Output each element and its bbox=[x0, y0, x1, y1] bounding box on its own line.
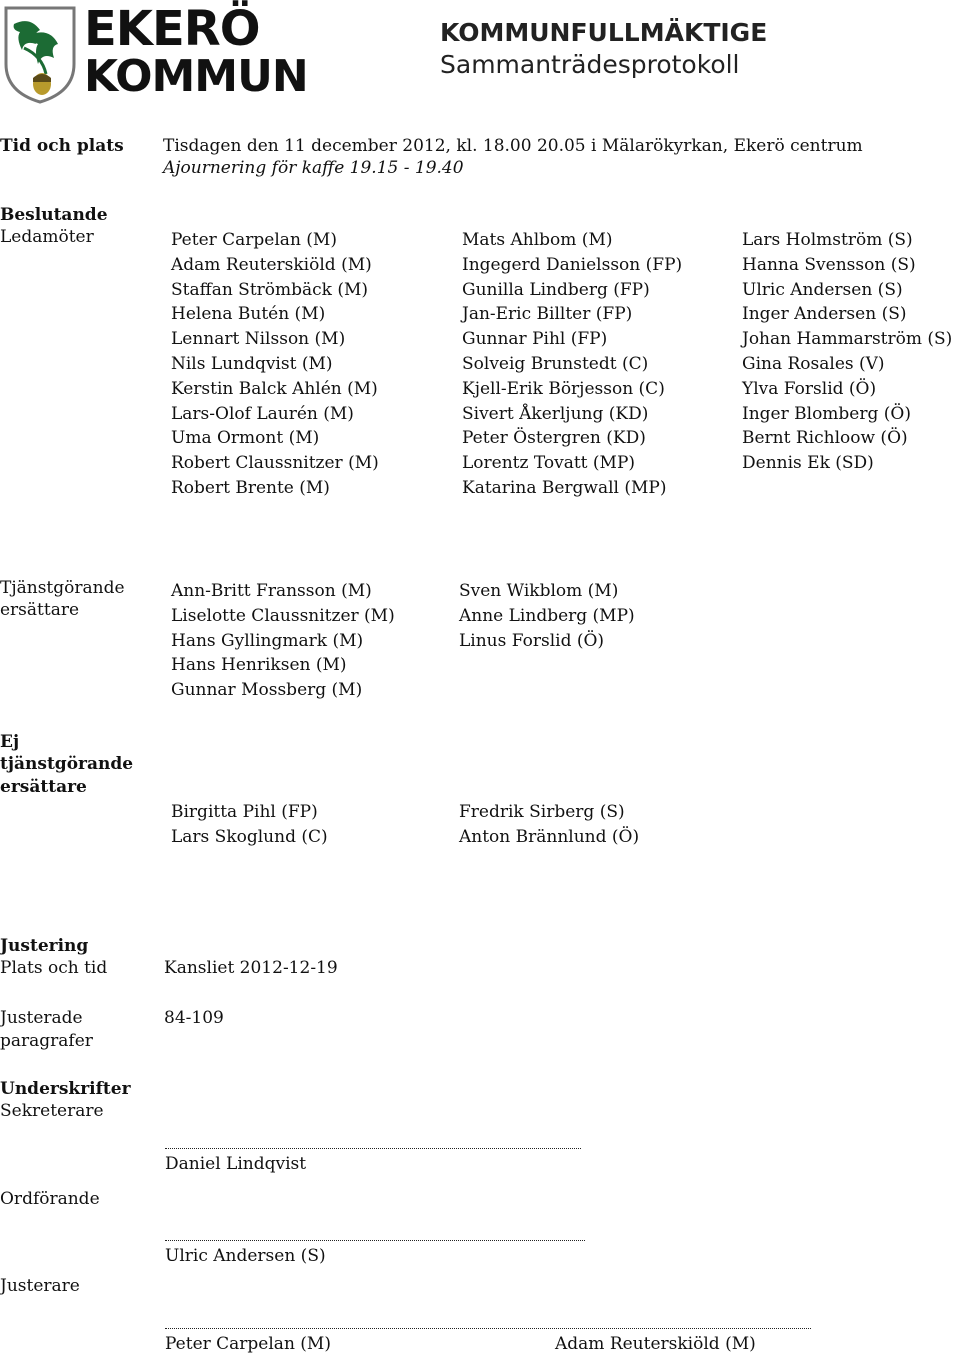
list-item: Lars Skoglund (C) bbox=[171, 826, 328, 847]
justerare-label: Justerare bbox=[0, 1276, 80, 1296]
beslutande-heading: Beslutande bbox=[0, 205, 108, 225]
list-item: Peter Carpelan (M) bbox=[171, 230, 337, 250]
list-item: Ingegerd Danielsson (FP) bbox=[462, 254, 683, 275]
list-item: Inger Blomberg (Ö) bbox=[742, 403, 911, 424]
ej-tjanstgorande-label-3: ersättare bbox=[0, 777, 87, 797]
plats-och-tid-value: Kansliet 2012-12-19 bbox=[164, 958, 338, 978]
list-item: Gunnar Pihl (FP) bbox=[462, 329, 608, 350]
justerade-label-1: Justerade bbox=[0, 1008, 83, 1028]
list-item: Bernt Richloow (Ö) bbox=[742, 428, 908, 449]
justerade-label-2: paragrafer bbox=[0, 1031, 93, 1051]
coat-of-arms-icon bbox=[2, 4, 78, 104]
list-item: Nils Lundqvist (M) bbox=[171, 353, 333, 374]
tid-och-plats-label: Tid och plats bbox=[0, 136, 124, 156]
list-item: Robert Brente (M) bbox=[171, 477, 330, 498]
list-item: Mats Ahlbom (M) bbox=[462, 230, 613, 250]
list-item: Lorentz Tovatt (MP) bbox=[462, 453, 636, 474]
list-item: Birgitta Pihl (FP) bbox=[171, 802, 318, 822]
list-item: Gina Rosales (V) bbox=[742, 353, 885, 374]
list-item: Sven Wikblom (M) bbox=[459, 581, 619, 601]
list-item: Staffan Strömbäck (M) bbox=[171, 279, 369, 300]
list-item: Ulric Andersen (S) bbox=[742, 279, 903, 300]
list-item: Sivert Åkerljung (KD) bbox=[462, 403, 649, 424]
list-item: Hans Henriksen (M) bbox=[171, 655, 347, 676]
list-item: Adam Reuterskiöld (M) bbox=[171, 254, 372, 275]
tid-och-plats-line1: Tisdagen den 11 december 2012, kl. 18.00 20.05 i Mälarökyrkan, Ekerö centrum bbox=[163, 136, 863, 156]
list-item: Dennis Ek (SD) bbox=[742, 453, 874, 474]
list-item: Lennart Nilsson (M) bbox=[171, 329, 346, 350]
list-item: Peter Östergren (KD) bbox=[462, 428, 646, 449]
list-item: Kjell-Erik Börjesson (C) bbox=[462, 378, 665, 399]
underskrifter-heading: Underskrifter bbox=[0, 1079, 131, 1099]
list-item: Lars Holmström (S) bbox=[742, 230, 913, 250]
sekreterare-name: Daniel Lindqvist bbox=[165, 1154, 307, 1174]
list-item: Lars-Olof Laurén (M) bbox=[171, 403, 354, 424]
signature-line-ordforande bbox=[165, 1240, 585, 1241]
ledamoter-label: Ledamöter bbox=[0, 227, 94, 247]
document-title: KOMMUNFULLMÄKTIGE bbox=[440, 18, 768, 47]
signature-line-justerare bbox=[165, 1328, 811, 1329]
list-item: Anton Brännlund (Ö) bbox=[459, 826, 640, 847]
ej-tjanstgorande-label-1: Ej bbox=[0, 732, 20, 752]
sekreterare-label: Sekreterare bbox=[0, 1101, 104, 1121]
tjanstgorande-column-1 bbox=[171, 579, 395, 703]
ej-tjanstgorande-column-1 bbox=[171, 800, 328, 850]
tjanstgorande-label-1: Tjänstgörande bbox=[0, 578, 125, 598]
justerare-name-2: Adam Reuterskiöld (M) bbox=[555, 1334, 756, 1354]
plats-och-tid-label: Plats och tid bbox=[0, 958, 108, 978]
list-item: Linus Forslid (Ö) bbox=[459, 630, 605, 651]
ledamoter-column-1 bbox=[171, 228, 379, 501]
ej-tjanstgorande-label-2: tjänstgörande bbox=[0, 754, 134, 774]
list-item: Jan-Eric Billter (FP) bbox=[462, 304, 633, 325]
list-item: Fredrik Sirberg (S) bbox=[459, 802, 625, 822]
logo bbox=[0, 0, 308, 110]
list-item: Ann-Britt Fransson (M) bbox=[171, 581, 372, 601]
tid-och-plats-line2: Ajournering för kaffe 19.15 - 19.40 bbox=[163, 158, 464, 178]
justerade-paragrafer-value: 84-109 bbox=[164, 1008, 224, 1028]
logo-text-kommun: KOMMUN bbox=[84, 51, 308, 102]
list-item: Robert Claussnitzer (M) bbox=[171, 453, 379, 474]
list-item: Gunilla Lindberg (FP) bbox=[462, 279, 650, 300]
document-subtitle: Sammanträdesprotokoll bbox=[440, 50, 740, 79]
list-item: Johan Hammarström (S) bbox=[742, 329, 953, 350]
logo-text-ekero: EKERÖ bbox=[84, 1, 260, 57]
list-item: Katarina Bergwall (MP) bbox=[462, 477, 667, 498]
list-item: Solveig Brunstedt (C) bbox=[462, 353, 649, 374]
list-item: Inger Andersen (S) bbox=[742, 304, 907, 325]
list-item: Hanna Svensson (S) bbox=[742, 254, 916, 275]
list-item: Gunnar Mossberg (M) bbox=[171, 680, 363, 701]
list-item: Ylva Forslid (Ö) bbox=[742, 378, 877, 399]
tjanstgorande-column-2 bbox=[459, 579, 635, 653]
ledamoter-column-2 bbox=[462, 228, 682, 501]
signature-line-sekreterare bbox=[165, 1148, 581, 1149]
ordforande-label: Ordförande bbox=[0, 1189, 100, 1209]
list-item: Kerstin Balck Ahlén (M) bbox=[171, 378, 378, 399]
justering-heading: Justering bbox=[0, 936, 89, 956]
list-item: Hans Gyllingmark (M) bbox=[171, 630, 364, 651]
ej-tjanstgorande-column-2 bbox=[459, 800, 639, 850]
justerare-name-1: Peter Carpelan (M) bbox=[165, 1334, 331, 1354]
ledamoter-column-3 bbox=[742, 228, 952, 476]
list-item: Anne Lindberg (MP) bbox=[459, 605, 635, 626]
ordforande-name: Ulric Andersen (S) bbox=[165, 1246, 326, 1266]
list-item: Uma Ormont (M) bbox=[171, 428, 320, 449]
list-item: Helena Butén (M) bbox=[171, 304, 326, 325]
tjanstgorande-label-2: ersättare bbox=[0, 600, 80, 620]
list-item: Liselotte Claussnitzer (M) bbox=[171, 605, 395, 626]
